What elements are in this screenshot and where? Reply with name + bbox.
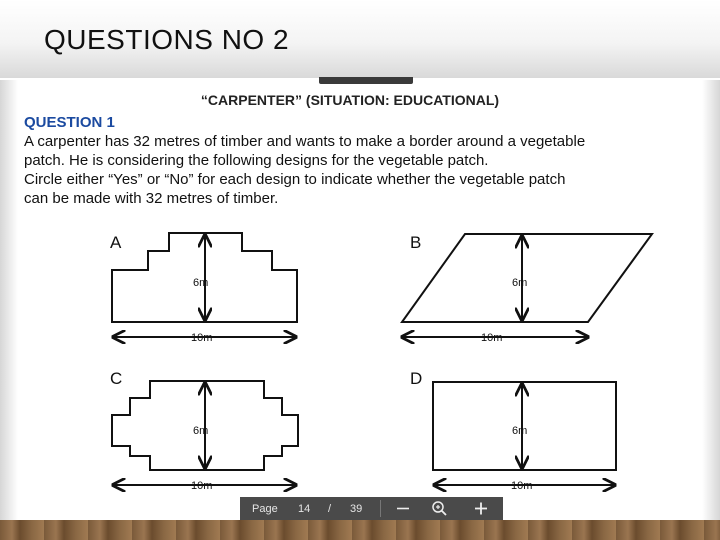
question-line: A carpenter has 32 metres of timber and wants to make a border around a vegetable [24,133,586,150]
minus-icon [396,499,410,518]
question-line: can be made with 32 metres of timber. [24,190,279,207]
plus-icon [474,499,488,518]
design-b-label: B [410,233,422,252]
zoom-out-button[interactable] [392,499,414,518]
wooden-floor-strip [0,520,720,540]
design-a-height-label: 6m [193,277,209,289]
design-a-width-label: 10m [191,332,213,344]
magnifier-zoom-icon [431,499,449,518]
design-d-height-label: 6m [512,425,528,437]
zoom-in-button[interactable] [470,499,492,518]
question-line: patch. He is considering the following designs for the vegetable patch. [24,152,489,169]
toolbar-divider [380,500,381,517]
page-label: Page [252,503,278,515]
page-separator: / [328,503,332,515]
design-c-height-label: 6m [193,425,209,437]
design-c-width-label: 10m [191,480,213,492]
design-b-height-label: 6m [512,277,528,289]
design-d-label: D [410,369,423,388]
situation-heading: “CARPENTER” (SITUATION: EDUCATIONAL) [200,92,500,108]
question-line: Circle either “Yes” or “No” for each design to indicate whether the vegetable patch [24,171,566,188]
current-page-number[interactable]: 14 [298,503,311,515]
question-heading: QUESTION 1 [24,114,115,131]
design-b-width-label: 10m [481,332,503,344]
design-c-label: C [110,369,123,388]
design-d-width-label: 10m [511,480,533,492]
zoom-button[interactable] [429,499,451,518]
page-title: QUESTIONS NO 2 [44,24,290,55]
page-toolbar [240,497,503,520]
total-pages: 39 [350,503,363,515]
design-a-label: A [110,233,122,252]
